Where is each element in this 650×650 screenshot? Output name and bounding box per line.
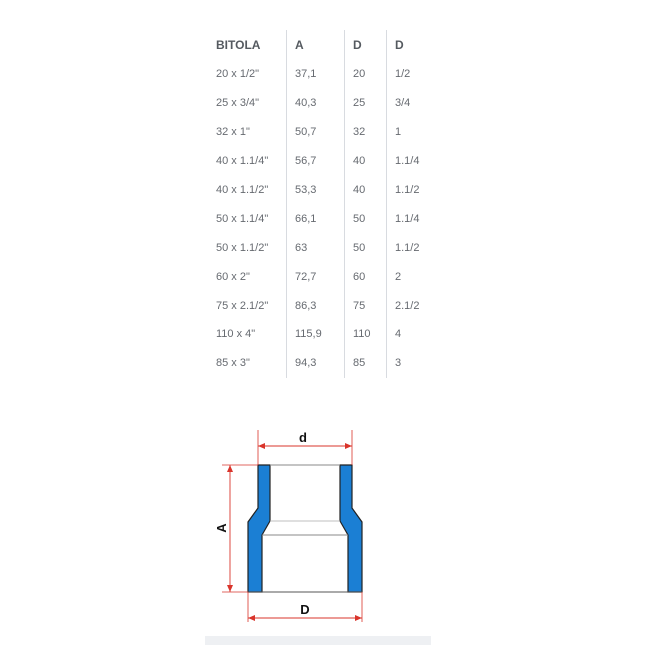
cell-d-inch: 1 [387, 118, 441, 147]
table-row [208, 291, 440, 320]
cell-a: 63 [287, 233, 345, 262]
cell-d-mm: 75 [345, 291, 387, 320]
cell-d-inch: 3 [387, 349, 441, 378]
cell-bitola: 40 x 1.1/4" [216, 155, 269, 168]
cell-d-inch: 1.1/4 [387, 204, 441, 233]
cell-a: 56,7 [287, 147, 345, 176]
cell-d-inch: 2 [387, 262, 441, 291]
cell-d-mm: 25 [345, 89, 387, 118]
header-a: A [287, 30, 345, 60]
cell-a: 37,1 [287, 60, 345, 89]
dim-d-label: d [299, 430, 307, 445]
cell-a: 53,3 [287, 176, 345, 205]
cell-bitola: 20 x 1/2" [216, 68, 260, 81]
header-d-mm: D [345, 30, 387, 60]
table-row [208, 233, 440, 262]
cell-d-mm: 50 [345, 233, 387, 262]
cell-d-mm: 32 [345, 118, 387, 147]
cell-d-inch: 1.1/2 [387, 233, 441, 262]
dim-a-label: A [214, 523, 229, 533]
table-header-row [208, 30, 440, 60]
cell-a: 94,3 [287, 349, 345, 378]
cell-d-inch: 1.1/2 [387, 176, 441, 205]
cell-bitola: 40 x 1.1/2" [216, 184, 269, 196]
cell-d-mm: 60 [345, 262, 387, 291]
cell-bitola: 50 x 1.1/2" [216, 241, 269, 254]
cell-d-mm: 85 [345, 349, 387, 378]
cell-d-mm: 20 [345, 60, 387, 89]
spec-table [208, 30, 440, 378]
cell-d-mm: 110 [345, 320, 387, 349]
cell-a: 40,3 [287, 89, 345, 118]
table-row [208, 118, 440, 147]
cell-d-inch: 3/4 [387, 89, 441, 118]
table-row [208, 147, 440, 176]
cell-bitola: 85 x 3" [216, 357, 250, 370]
cell-bitola: 25 x 3/4" [216, 97, 260, 110]
table-row [208, 89, 440, 118]
cell-a: 86,3 [287, 291, 345, 320]
cell-d-inch: 1/2 [387, 60, 441, 89]
cell-a: 66,1 [287, 204, 345, 233]
table-row [208, 320, 440, 349]
cell-a: 115,9 [287, 320, 345, 349]
drawing-footer-bar [205, 636, 431, 645]
cell-bitola: 110 x 4" [216, 328, 256, 341]
cell-a: 50,7 [287, 118, 345, 147]
cell-bitola: 50 x 1.1/4" [216, 212, 269, 225]
cell-d-inch: 2.1/2 [387, 291, 441, 320]
cell-d-mm: 40 [345, 147, 387, 176]
table-row [208, 262, 440, 291]
table-row [208, 60, 440, 89]
cell-d-mm: 50 [345, 204, 387, 233]
cell-bitola: 32 x 1" [216, 126, 250, 139]
header-d-inch: D [387, 30, 441, 60]
cell-a: 72,7 [287, 262, 345, 291]
table-row [208, 176, 440, 205]
cell-bitola: 75 x 2.1/2" [216, 299, 269, 312]
fitting-technical-drawing [205, 420, 431, 645]
table-row [208, 204, 440, 233]
cell-d-mm: 40 [345, 176, 387, 205]
dim-big-d-label: D [300, 602, 310, 617]
table-row [208, 349, 440, 378]
cell-d-inch: 4 [387, 320, 441, 349]
cell-d-inch: 1.1/4 [387, 147, 441, 176]
header-bitola: BITOLA [216, 38, 261, 52]
cell-bitola: 60 x 2" [216, 270, 250, 283]
